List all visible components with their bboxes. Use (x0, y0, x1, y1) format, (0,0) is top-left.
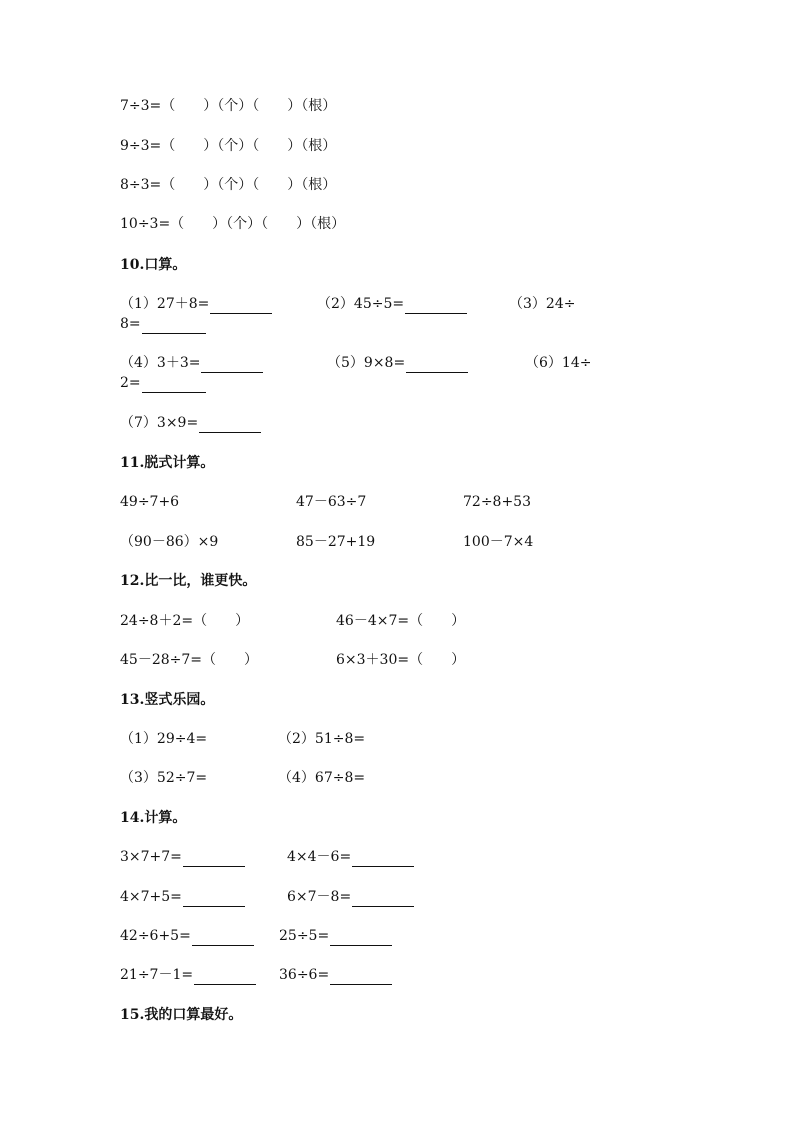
question-number: 13. (120, 692, 145, 708)
answer-blank[interactable] (352, 850, 414, 867)
q13-item: （1）29÷4= (120, 731, 208, 747)
answer-blank[interactable] (406, 356, 468, 373)
question-title: 脱式计算。 (144, 455, 215, 471)
question-title: 比一比，谁更快。 (144, 573, 257, 589)
q13-item: （4）67÷8= (278, 770, 366, 786)
q12-item: 46－4×7=（ ） (336, 613, 466, 629)
question-13-heading (120, 690, 214, 710)
answer-blank[interactable] (405, 297, 467, 314)
answer-blank[interactable] (142, 317, 206, 334)
answer-blank[interactable] (183, 890, 245, 907)
q10-row: （7）3×9= (120, 413, 261, 433)
q9-row (120, 175, 336, 195)
q14-item: 3×7+7= (120, 847, 245, 867)
q11-item: 47－63÷7 (296, 494, 367, 510)
q9-row-text: 9÷3=（ ）（个）（ ）（根） (120, 138, 337, 154)
q10-item: （2）45÷5= (317, 294, 467, 314)
q10-item: （3）24÷ (509, 296, 576, 312)
q10-row-wrap: 2= (120, 373, 206, 393)
answer-blank[interactable] (201, 356, 263, 373)
question-number: 15. (120, 1007, 145, 1023)
question-number: 11. (120, 455, 145, 471)
question-title: 我的口算最好。 (144, 1007, 243, 1023)
answer-blank[interactable] (210, 297, 272, 314)
q11-item: 72÷8+53 (463, 494, 531, 510)
q14-item: 4×7+5= (120, 887, 245, 907)
question-title: 计算。 (144, 810, 187, 826)
q14-item: 21÷7－1= (120, 965, 256, 985)
q11-item: 100－7×4 (463, 534, 534, 550)
q9-row (120, 96, 336, 116)
question-14-heading (120, 808, 186, 828)
answer-blank[interactable] (142, 376, 206, 393)
answer-blank[interactable] (194, 968, 256, 985)
q14-item: 42÷6+5= (120, 926, 254, 946)
q10-item: （5）9×8= (327, 353, 468, 373)
question-number: 12. (120, 573, 145, 589)
question-title: 口算。 (144, 257, 187, 273)
q11-item: 85－27+19 (296, 534, 376, 550)
q9-row-text: 10÷3=（ ）（个）（ ）（根） (120, 216, 346, 232)
answer-blank[interactable] (330, 929, 392, 946)
q13-item: （3）52÷7= (120, 770, 208, 786)
answer-blank[interactable] (352, 890, 414, 907)
q14-item: 4×4－6= (287, 847, 414, 867)
q9-row-text: 7÷3=（ ）（个）（ ）（根） (120, 98, 337, 114)
q10-item: （1）27＋8= (120, 294, 272, 314)
question-number: 10. (120, 257, 145, 273)
q12-item: 24÷8＋2=（ ） (120, 613, 250, 629)
q14-item: 25÷5= (279, 926, 392, 946)
q10-item: （4）3＋3= (120, 353, 263, 373)
q9-row (120, 214, 345, 234)
q9-row-text: 8÷3=（ ）（个）（ ）（根） (120, 177, 337, 193)
q14-item: 6×7－8= (287, 887, 414, 907)
question-10-heading (120, 255, 186, 275)
q9-row (120, 136, 336, 156)
q11-item: 49÷7+6 (120, 494, 180, 510)
q10-item: （6）14÷ (525, 355, 592, 371)
answer-blank[interactable] (192, 929, 254, 946)
q14-item: 36÷6= (279, 965, 392, 985)
question-number: 14. (120, 810, 145, 826)
question-title: 竖式乐园。 (144, 692, 215, 708)
answer-blank[interactable] (199, 416, 261, 433)
q13-item: （2）51÷8= (278, 731, 366, 747)
question-15-heading (120, 1005, 242, 1025)
q10-row-wrap: 8= (120, 314, 206, 334)
question-12-heading (120, 571, 256, 591)
answer-blank[interactable] (330, 968, 392, 985)
q12-item: 6×3＋30=（ ） (336, 652, 466, 668)
question-11-heading (120, 453, 214, 473)
q11-item: （90－86）×9 (120, 534, 219, 550)
answer-blank[interactable] (183, 850, 245, 867)
q12-item: 45－28÷7=（ ） (120, 652, 258, 668)
